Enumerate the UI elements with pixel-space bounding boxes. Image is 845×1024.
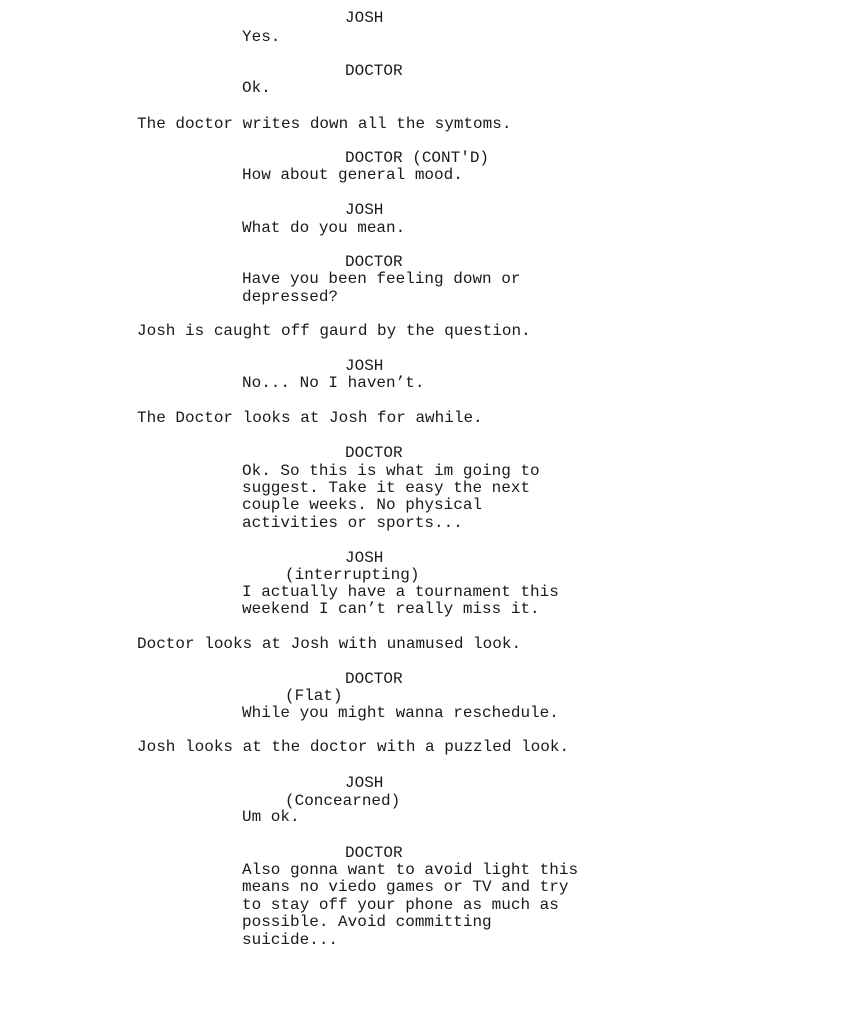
dialogue-line: to stay off your phone as much as (242, 896, 559, 914)
action-line: Josh looks at the doctor with a puzzled look. (137, 738, 570, 756)
action-line: The Doctor looks at Josh for awhile. (137, 409, 483, 427)
dialogue-line: Um ok. (242, 808, 300, 826)
dialogue-line: Have you been feeling down or (242, 270, 521, 288)
character-cue: DOCTOR (345, 253, 403, 271)
character-cue: JOSH (345, 357, 384, 375)
dialogue-line: suicide... (242, 931, 339, 949)
character-cue: DOCTOR (345, 670, 403, 688)
parenthetical: (interrupting) (285, 566, 420, 584)
dialogue-line: Ok. So this is what im going to (242, 462, 540, 480)
dialogue-line: means no viedo games or TV and try (242, 878, 569, 896)
dialogue-line: weekend I can’t really miss it. (242, 600, 540, 618)
dialogue-line: What do you mean. (242, 219, 406, 237)
character-cue: JOSH (345, 774, 384, 792)
character-cue: JOSH (345, 201, 384, 219)
character-cue: JOSH (345, 549, 384, 567)
dialogue-line: couple weeks. No physical (242, 496, 483, 514)
dialogue-line: No... No I haven’t. (242, 374, 425, 392)
action-line: Josh is caught off gaurd by the question. (137, 322, 531, 340)
dialogue-line: possible. Avoid committing (242, 913, 492, 931)
dialogue-line: depressed? (242, 288, 339, 306)
character-cue: DOCTOR (345, 62, 403, 80)
action-line: The doctor writes down all the symtoms. (137, 115, 512, 133)
dialogue-line: Also gonna want to avoid light this (242, 861, 579, 879)
action-line: Doctor looks at Josh with unamused look. (137, 635, 522, 653)
character-cue: DOCTOR (CONT'D) (345, 149, 490, 167)
character-cue: DOCTOR (345, 844, 403, 862)
dialogue-line: Yes. (242, 28, 281, 46)
dialogue-line: Ok. (242, 79, 271, 97)
dialogue-line: I actually have a tournament this (242, 583, 559, 601)
dialogue-line: While you might wanna reschedule. (242, 704, 559, 722)
dialogue-line: activities or sports... (242, 514, 463, 532)
parenthetical: (Flat) (285, 687, 343, 705)
dialogue-line: suggest. Take it easy the next (242, 479, 531, 497)
character-cue: JOSH (345, 9, 384, 27)
dialogue-line: How about general mood. (242, 166, 463, 184)
parenthetical: (Concearned) (285, 792, 401, 810)
character-cue: DOCTOR (345, 444, 403, 462)
